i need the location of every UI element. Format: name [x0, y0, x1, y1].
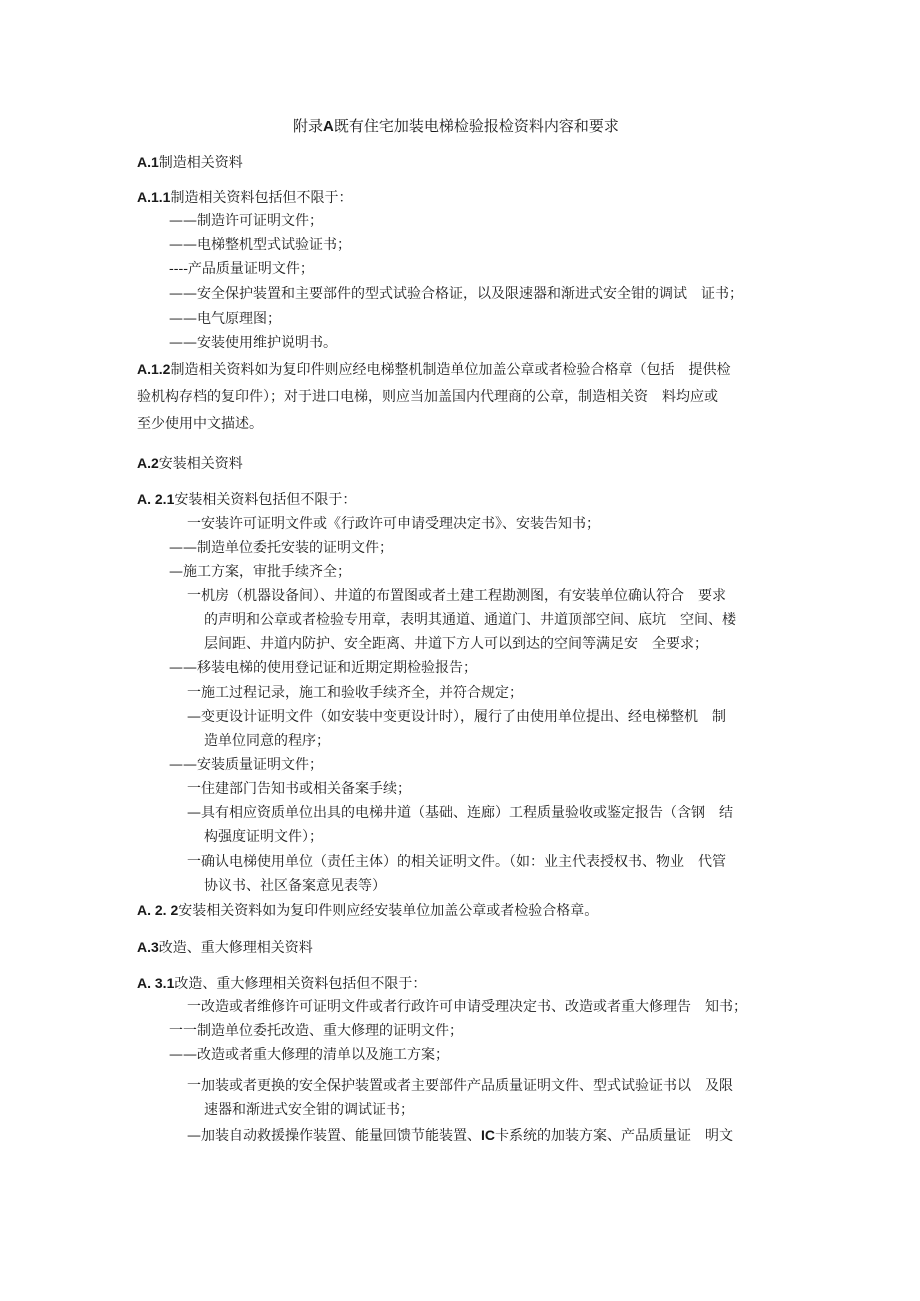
list-item: ——制造许可证明文件； — [169, 213, 323, 229]
list-item: 一住建部门告知书或相关备案手续； — [187, 781, 411, 797]
list-item: ——电梯整机型式试验证书； — [169, 237, 351, 253]
list-item: —施工方案，审批手续齐全； — [169, 564, 351, 580]
list-item: ----产品质量证明文件； — [169, 261, 314, 277]
list-item: —加装自动救援操作装置、能量回馈节能装置、IC卡系统的加装方案、产品质量证 明文 — [187, 1127, 733, 1144]
clause-a12-cont: 验机构存档的复印件）；对于进口电梯，则应当加盖国内代理商的公章，制造相关资 料均应或 — [137, 389, 718, 405]
list-item: 一确认电梯使用单位（责任主体）的相关证明文件。（如：业主代表授权书、物业 代管 — [187, 854, 726, 870]
list-item: —具有相应资质单位出具的电梯井道（基础、连廊）工程质量验收或鉴定报告（含钢 结 — [187, 805, 733, 821]
list-item-cont: 造单位同意的程序； — [204, 733, 330, 749]
list-item-cont: 的声明和公章或者检验专用章，表明其通道、通道门、井道顶部空间、底坑 空间、楼 — [204, 612, 736, 628]
list-item: 一施工过程记录，施工和验收手续齐全，并符合规定； — [187, 685, 523, 701]
list-item: ——改造或者重大修理的清单以及施工方案； — [169, 1047, 449, 1063]
list-item: ——移装电梯的使用登记证和近期定期检验报告； — [169, 660, 477, 676]
list-item-cont: 层间距、井道内防护、安全距离、井道下方人可以到达的空间等满足安 全要求； — [204, 636, 708, 652]
list-item-cont: 协议书、社区备案意见表等） — [204, 878, 386, 894]
clause-a22: A. 2. 2安装相关资料如为复印件则应经安装单位加盖公章或者检验合格章。 — [137, 902, 599, 919]
clause-a21: A. 2.1安装相关资料包括但不限于： — [137, 491, 357, 508]
clause-a31: A. 3.1改造、重大修理相关资料包括但不限于： — [137, 975, 427, 992]
list-item-cont: 构强度证明文件）； — [204, 829, 323, 845]
page-title: 附录A既有住宅加装电梯检验报检资料内容和要求 — [293, 117, 619, 135]
section-heading-a3: A.3改造、重大修理相关资料 — [137, 939, 313, 956]
list-item: 一安装许可证明文件或《行政许可申请受理决定书》、安装告知书； — [187, 516, 600, 532]
list-item: —变更设计证明文件（如安装中变更设计时），履行了由使用单位提出、经电梯整机 制 — [187, 709, 726, 725]
list-item: ——电气原理图； — [169, 311, 281, 327]
section-heading-a1: A.1制造相关资料 — [137, 154, 243, 171]
clause-a12: A.1.2制造相关资料如为复印件则应经电梯整机制造单位加盖公章或者检验合格章（包括 提供检 — [137, 361, 731, 378]
list-item: 一一制造单位委托改造、重大修理的证明文件； — [169, 1023, 463, 1039]
clause-a12-cont: 至少使用中文描述。 — [137, 416, 263, 432]
list-item: 一机房（机器设备间）、井道的布置图或者土建工程勘测图，有安装单位确认符合 要求 — [187, 588, 726, 604]
list-item: ——安装使用维护说明书。 — [169, 335, 337, 351]
list-item: 一改造或者维修许可证明文件或者行政许可申请受理决定书、改造或者重大修理告 知书； — [187, 999, 747, 1015]
section-heading-a2: A.2安装相关资料 — [137, 455, 243, 472]
list-item: 一加装或者更换的安全保护装置或者主要部件产品质量证明文件、型式试验证书以 及限 — [187, 1078, 733, 1094]
list-item-cont: 速器和渐进式安全钳的调试证书； — [204, 1102, 414, 1118]
list-item: ——安装质量证明文件； — [169, 757, 323, 773]
list-item: ——安全保护装置和主要部件的型式试验合格证，以及限速器和渐进式安全钳的调试 证书； — [169, 286, 743, 302]
list-item: ——制造单位委托安装的证明文件； — [169, 540, 393, 556]
clause-a11: A.1.1制造相关资料包括但不限于： — [137, 189, 353, 206]
